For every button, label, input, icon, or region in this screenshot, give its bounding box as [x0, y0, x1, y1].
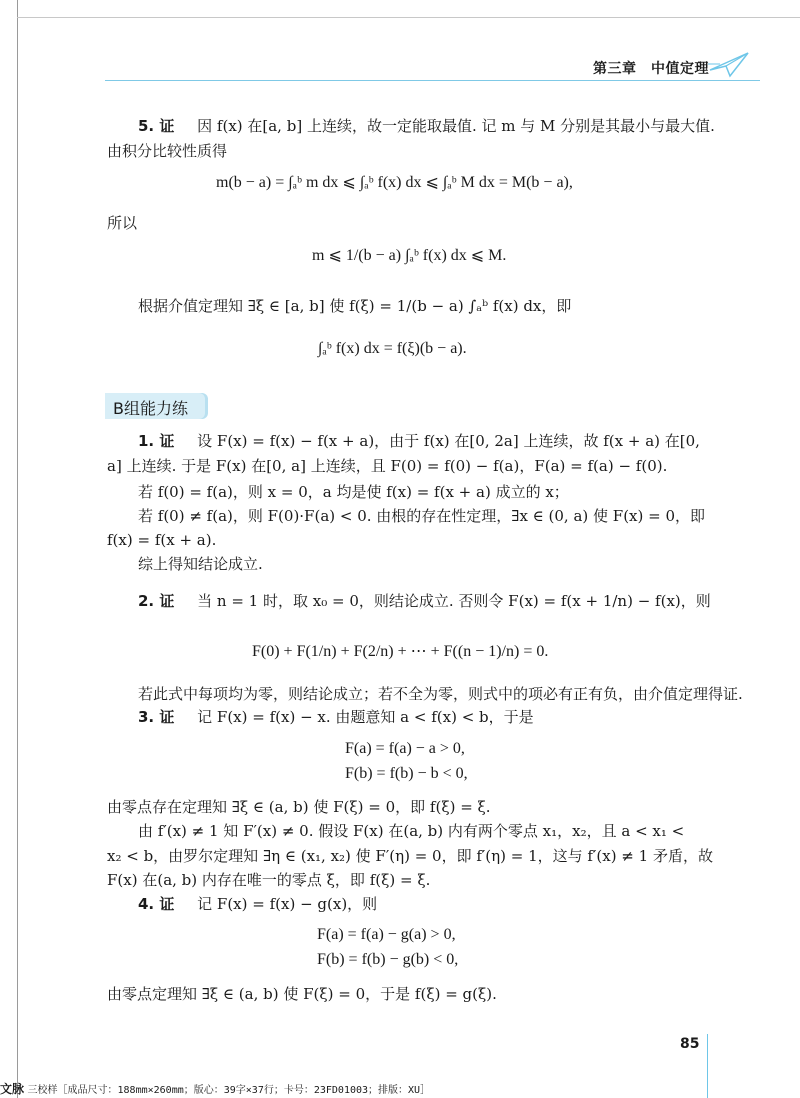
b3-line2: 由零点存在定理知 ∃ξ ∈ (a, b) 使 F(ξ) = 0，即 f(ξ) = ξ. — [107, 798, 491, 816]
b3-line4: x₂ < b，由罗尔定理知 ∃η ∈ (x₁, x₂) 使 F′(η) = 0，即 f′(η) = 1，这与 f′(x) ≠ 1 矛盾，故 — [107, 847, 713, 865]
b1-text1: 设 F(x) = f(x) − f(x + a)，由于 f(x) 在[0, 2a] 上连续，故 f(x + a) 在[0, — [197, 432, 700, 450]
b3-line1 — [138, 706, 534, 728]
p5-eq1: m(b − a) = ∫ₐᵇ m dx ⩽ ∫ₐᵇ f(x) dx ⩽ ∫ₐᵇ M dx = M(b − a), — [216, 174, 573, 191]
p5-text1: 因 f(x) 在[a, b] 上连续，故一定能取最值. 记 m 与 M 分别是其最小与最大值. — [197, 117, 715, 135]
b4-eq2: F(b) = f(b) − g(b) < 0, — [317, 951, 459, 968]
b3-eq2: F(b) = f(b) − b < 0, — [345, 765, 468, 782]
page-number: 85 — [680, 1036, 700, 1052]
footer-proof-info: 三校样［成品尺寸：188mm×260mm；版心：39字×37行；卡号：23FD01003；排版：XU］ — [27, 1085, 431, 1096]
b2-eq1: F(0) + F(1/n) + F(2/n) + ⋯ + F((n − 1)/n) = 0. — [252, 643, 549, 660]
b3-line5: F(x) 在(a, b) 内存在唯一的零点 ξ，即 f(ξ) = ξ. — [107, 871, 431, 889]
b2-line2: 若此式中每项均为零，则结论成立；若不全为零，则式中的项必有正有负，由介值定理得证. — [138, 685, 743, 703]
b1-label: 1. 证 — [138, 432, 175, 450]
b1-line5: f(x) = f(x + a). — [107, 531, 217, 549]
b4-line2: 由零点定理知 ∃ξ ∈ (a, b) 使 F(ξ) = 0，于是 f(ξ) = g(ξ). — [107, 985, 497, 1003]
b1-line1 — [138, 430, 700, 452]
b4-text1: 记 F(x) = f(x) − g(x)，则 — [197, 895, 378, 913]
b1-line3: 若 f(0) = f(a)，则 x = 0，a 均是使 f(x) = f(x + a) 成立的 x； — [138, 483, 569, 501]
p5-line2: 由积分比较性质得 — [107, 142, 228, 160]
p5-label: 5. 证 — [138, 117, 175, 135]
header-rule — [105, 80, 760, 81]
left-border — [17, 0, 18, 1098]
chapter-title: 第三章 中值定理 — [593, 61, 709, 77]
b2-label: 2. 证 — [138, 592, 175, 610]
footer-brand: 文脉 — [0, 1082, 25, 1096]
b4-line1 — [138, 893, 377, 915]
paper-plane-icon — [708, 50, 752, 78]
p5-eq2: m ⩽ 1/(b − a) ∫ₐᵇ f(x) dx ⩽ M. — [312, 247, 507, 264]
b2-line1 — [138, 590, 711, 612]
page-number-rule — [707, 1034, 708, 1098]
top-border — [17, 17, 800, 18]
b2-text1: 当 n = 1 时，取 x₀ = 0，则结论成立. 否则令 F(x) = f(x + 1/n) − f(x)，则 — [197, 592, 711, 610]
b3-eq1: F(a) = f(a) − a > 0, — [345, 740, 465, 757]
b1-line6: 综上得知结论成立. — [138, 555, 263, 573]
b3-line3: 由 f′(x) ≠ 1 知 F′(x) ≠ 0. 假设 F(x) 在(a, b) 内有两个零点 x₁，x₂，且 a < x₁ < — [138, 822, 685, 840]
b1-line2: a] 上连续. 于是 F(x) 在[0, a] 上连续，且 F(0) = f(0) − f(a)，F(a) = f(a) − f(0). — [107, 457, 668, 475]
footer — [0, 1080, 430, 1097]
p5-eq3: ∫ₐᵇ f(x) dx = f(ξ)(b − a). — [318, 340, 467, 357]
p5-line3: 根据介值定理知 ∃ξ ∈ [a, b] 使 f(ξ) = 1/(b − a) ∫ₐᵇ f(x) dx，即 — [138, 297, 572, 315]
p5-suoyi: 所以 — [107, 214, 138, 232]
section-badge-label: B组能力练 — [113, 399, 188, 418]
b4-label: 4. 证 — [138, 895, 175, 913]
section-badge — [105, 393, 205, 419]
b3-label: 3. 证 — [138, 708, 175, 726]
b1-line4: 若 f(0) ≠ f(a)，则 F(0)·F(a) < 0. 由根的存在性定理，∃x ∈ (0, a) 使 F(x) = 0，即 — [138, 507, 706, 525]
p5-line1 — [138, 115, 715, 137]
b4-eq1: F(a) = f(a) − g(a) > 0, — [317, 926, 456, 943]
b3-text1: 记 F(x) = f(x) − x. 由题意知 a < f(x) < b，于是 — [197, 708, 534, 726]
